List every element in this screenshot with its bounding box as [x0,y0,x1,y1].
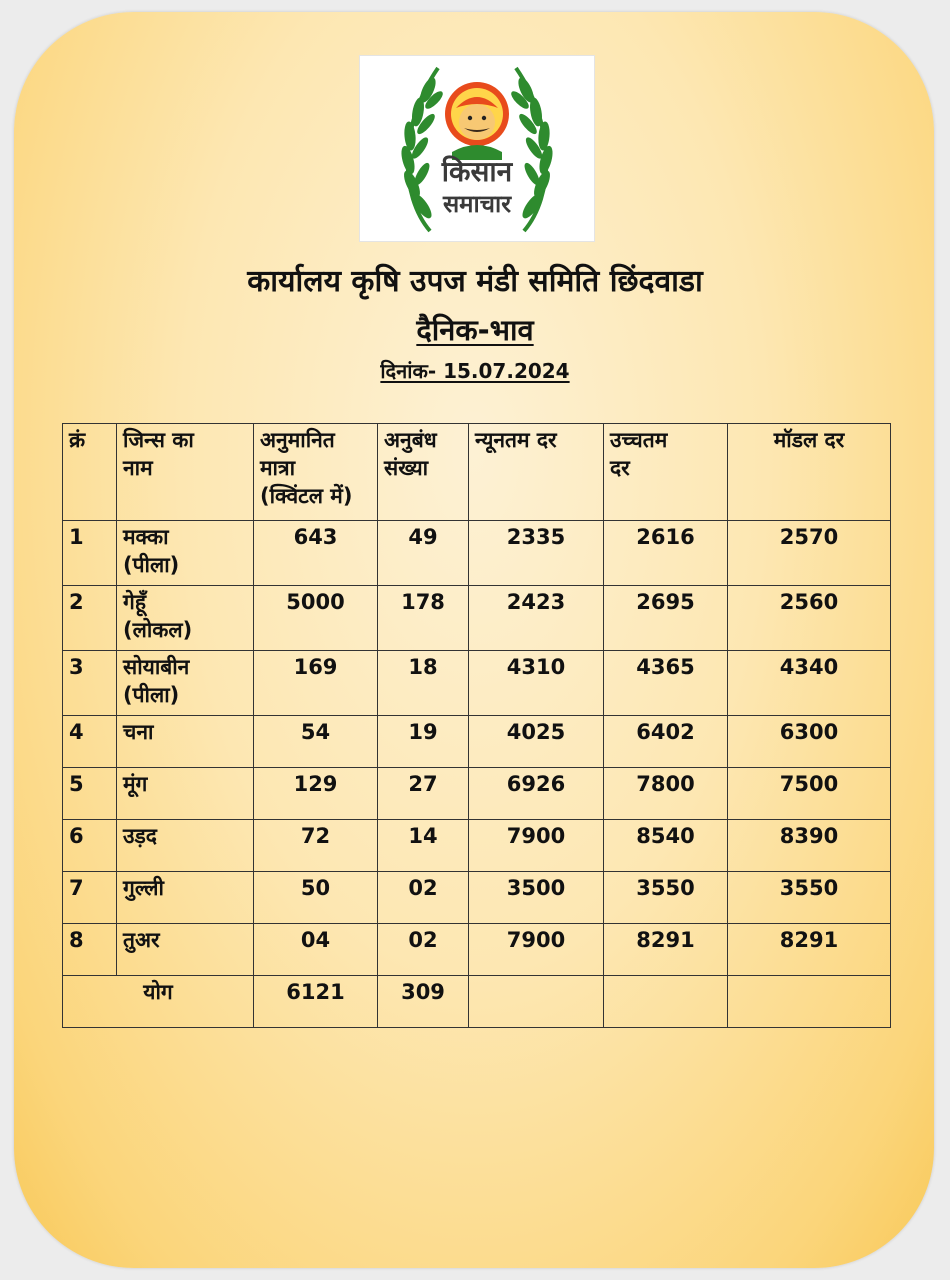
cell-max-rate: 8540 [604,820,728,872]
header-commodity: जिन्स का नाम [117,424,254,521]
cell-empty [604,976,728,1028]
cell-max-rate: 3550 [604,872,728,924]
cell-max-rate: 8291 [604,924,728,976]
cell-quantity: 129 [254,768,378,820]
table-row [63,716,891,768]
mandi-rate-table [62,423,891,1028]
cell-modal-rate: 6300 [728,716,891,768]
cell-commodity: गेहूँ (लोकल) [117,586,254,651]
cell-total-label: योग [63,976,254,1028]
cell-sn: 5 [63,768,117,820]
cell-commodity: मक्का (पीला) [117,521,254,586]
cell-empty [469,976,604,1028]
cell-min-rate: 4025 [469,716,604,768]
cell-contracts: 19 [378,716,469,768]
cell-sn: 4 [63,716,117,768]
cell-modal-rate: 2570 [728,521,891,586]
cell-contracts: 02 [378,924,469,976]
cell-sn: 6 [63,820,117,872]
kisan-samachar-logo [359,55,595,242]
logo-graphic [360,56,594,241]
cell-quantity: 169 [254,651,378,716]
header-contract-count: अनुबंध संख्या [378,424,469,521]
cell-quantity: 72 [254,820,378,872]
table-header-row [63,424,891,521]
cell-min-rate: 7900 [469,820,604,872]
cell-modal-rate: 7500 [728,768,891,820]
cell-sn: 1 [63,521,117,586]
cell-commodity: सोयाबीन (पीला) [117,651,254,716]
cell-quantity: 50 [254,872,378,924]
logo-text-samachar: समाचार [442,190,512,218]
cell-modal-rate: 4340 [728,651,891,716]
date-text: दिनांक- 15.07.2024 [380,359,570,383]
cell-max-rate: 2616 [604,521,728,586]
office-title: कार्यालय कृषि उपज मंडी समिति छिंदवाडा [247,264,703,299]
cell-commodity: उड़द [117,820,254,872]
cell-contracts: 02 [378,872,469,924]
cell-quantity: 54 [254,716,378,768]
cell-contracts: 27 [378,768,469,820]
cell-min-rate: 7900 [469,924,604,976]
daily-rate-heading-text: दैनिक-भाव [416,313,534,347]
header-modal-rate: मॉडल दर [728,424,891,521]
daily-rate-heading [0,310,950,350]
header-min-rate: न्यूनतम दर [469,424,604,521]
cell-contracts: 178 [378,586,469,651]
cell-min-rate: 6926 [469,768,604,820]
table-row [63,924,891,976]
table-row [63,768,891,820]
cell-contracts: 49 [378,521,469,586]
cell-quantity: 643 [254,521,378,586]
cell-modal-rate: 3550 [728,872,891,924]
table-row [63,872,891,924]
table-row [63,586,891,651]
cell-quantity: 5000 [254,586,378,651]
header-estimated-quantity: अनुमानित मात्रा (क्विंटल में) [254,424,378,521]
cell-sn: 3 [63,651,117,716]
cell-contracts: 18 [378,651,469,716]
cell-modal-rate: 8291 [728,924,891,976]
cell-quantity: 04 [254,924,378,976]
cell-total-contracts: 309 [378,976,469,1028]
cell-min-rate: 2335 [469,521,604,586]
cell-sn: 8 [63,924,117,976]
cell-sn: 7 [63,872,117,924]
table-row [63,521,891,586]
cell-max-rate: 4365 [604,651,728,716]
cell-contracts: 14 [378,820,469,872]
cell-commodity: मूंग [117,768,254,820]
cell-max-rate: 6402 [604,716,728,768]
logo-text-kisan: किसान [441,155,513,188]
cell-modal-rate: 2560 [728,586,891,651]
table-row [63,820,891,872]
cell-commodity: तुअर [117,924,254,976]
cell-max-rate: 7800 [604,768,728,820]
cell-commodity: चना [117,716,254,768]
cell-commodity: गुल्ली [117,872,254,924]
date-line [0,356,950,386]
cell-sn: 2 [63,586,117,651]
table-row [63,651,891,716]
cell-total-quantity: 6121 [254,976,378,1028]
cell-min-rate: 4310 [469,651,604,716]
cell-empty [728,976,891,1028]
cell-min-rate: 2423 [469,586,604,651]
table-total-row [63,976,891,1028]
cell-max-rate: 2695 [604,586,728,651]
cell-min-rate: 3500 [469,872,604,924]
header-max-rate: उच्चतम दर [604,424,728,521]
cell-modal-rate: 8390 [728,820,891,872]
header-sn: क्रं [63,424,117,521]
